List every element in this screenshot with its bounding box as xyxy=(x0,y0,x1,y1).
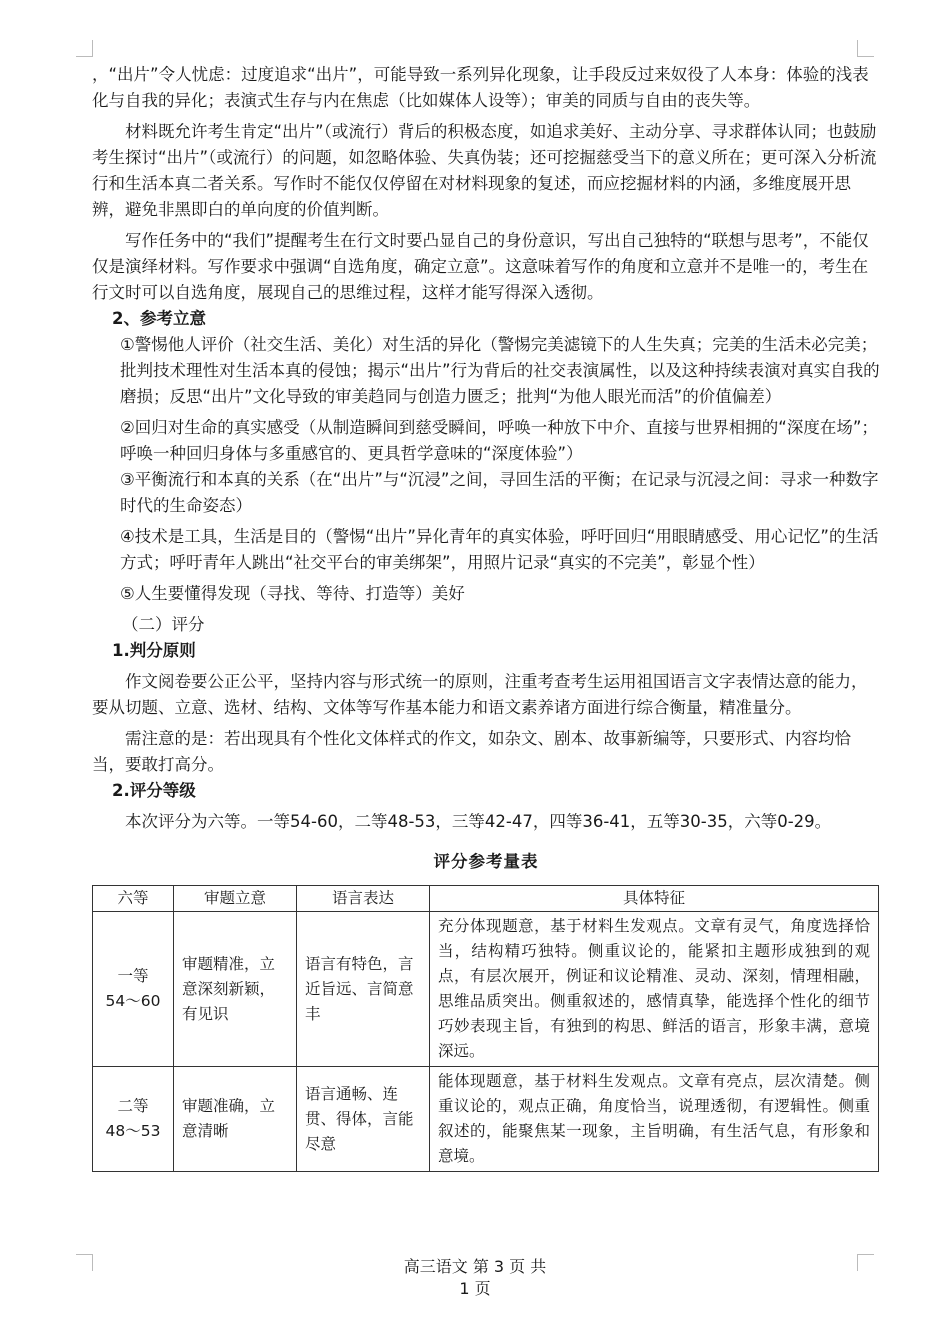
idea-point-2: ②回归对生命的真实感受（从制造瞬间到慈受瞬间，呼唤一种放下中介、直接与世界相拥的“深度在场”；呼唤一种回归身体与多重感官的、更具哲学意味的“深度体验”） xyxy=(120,418,878,463)
paragraph-grades: 本次评分为六等。一等54-60，二等48-53，三等42-47，四等36-41，五等30-35，六等0-29。 xyxy=(125,812,832,831)
paragraph-1: ，“出片”令人忧虑：过度追求“出片”，可能导致一系列异化现象，让手段反过来奴役了人本身：体验的浅表化与自我的异化；表演式生存与内在焦虑（比如媒体人设等）；审美的同质与自由的丧失等。 xyxy=(92,65,869,110)
table-title: 评分参考量表 xyxy=(433,852,539,871)
paragraph-principle: 作文阅卷要公正公平，坚持内容与形式统一的原则，注重考查考生运用祖国语言文字表情达意的能力，要从切题、立意、选材、结构、文体等写作基本能力和语文素养诸方面进行综合衡量，精准量分。 xyxy=(92,672,868,717)
cell-features: 充分体现题意，基于材料生发观点。文章有灵气，角度选择恰当，结构精巧独特。侧重议论的，能紧扣主题形成独到的观点，有层次展开，例证和议论精准、灵动、深刻，情理相融，思维品质突出。侧重叙述的，感情真挚，能选择个性化的细节巧妙表现主旨，有独到的构思、鲜活的语言，形象丰满，意境深远。 xyxy=(430,912,879,1067)
idea-point-4: ④技术是工具，生活是目的（警惕“出片”异化青年的真实体验，呼吁回归“用眼睛感受、用心记忆”的生活方式；呼吁青年人跳出“社交平台的审美绑架”，用照片记录“真实的不完美”，彰显个性） xyxy=(120,527,879,572)
paragraph-2: 材料既允许考生肯定“出片”（或流行）背后的积极态度，如追求美好、主动分享、寻求群体认同；也鼓励考生探讨“出片”（或流行）的问题，如忽略体验、失真伪装；还可挖掘慈受当下的意义所在；更可深入分析流行和生活本真二者关系。写作时不能仅仅停留在对材料现象的复述，而应挖掘材料的内涵，多维度展开思辨，避免非黑即白的单向度的价值判断。 xyxy=(92,122,877,219)
paragraph-note: 需注意的是：若出现具有个性化文体样式的作文，如杂文、剧本、故事新编等，只要形式、内容均恰当，要敢打高分。 xyxy=(92,729,851,774)
header-language: 语言表达 xyxy=(297,886,430,912)
cell-language: 语言通畅、连贯、得体，言能尽意 xyxy=(297,1067,430,1172)
level-range: 54～60 xyxy=(105,992,161,1010)
heading-grades: 2.评分等级 xyxy=(112,781,196,800)
heading-evaluation: （二）评分 xyxy=(122,615,205,634)
table-header-row xyxy=(93,886,879,912)
header-topic: 审题立意 xyxy=(174,886,297,912)
table-row xyxy=(93,912,879,1067)
header-level: 六等 xyxy=(93,886,174,912)
cell-language: 语言有特色，言近旨远、言简意丰 xyxy=(297,912,430,1067)
paragraph-3: 写作任务中的“我们”提醒考生在行文时要凸显自己的身份意识，写出自己独特的“联想与思考”，不能仅仅是演绎材料。写作要求中强调“自选角度，确定立意”。这意味着写作的角度和立意并不是唯一的，考生在行文时可以自选角度，展现自己的思维过程，这样才能写得深入透彻。 xyxy=(92,231,869,302)
cell-topic: 审题准确，立意清晰 xyxy=(174,1067,297,1172)
footer-page-total: 1 页 xyxy=(459,1279,491,1298)
idea-point-1: ①警惕他人评价（社交生活、美化）对生活的异化（警惕完美滤镜下的人生失真；完美的生活未必完美；批判技术理性对生活本真的侵蚀；揭示“出片”行为背后的社交表演属性，以及这种持续表演对真实自我的磨损；反思“出片”文化导致的审美趋同与创造力匮乏；批判“为他人眼光而活”的价值偏差） xyxy=(120,335,880,406)
page-content xyxy=(92,62,880,1172)
crop-mark-top-left xyxy=(76,40,93,57)
level-name: 一等 xyxy=(117,967,149,985)
level-name: 二等 xyxy=(117,1097,149,1115)
crop-mark-top-right xyxy=(857,40,874,57)
table-row xyxy=(93,1067,879,1172)
idea-point-5: ⑤人生要懂得发现（寻找、等待、打造等）美好 xyxy=(120,584,465,603)
heading-reference-ideas: 2、参考立意 xyxy=(112,309,206,328)
footer-page-number: 高三语文 第 3 页 共 xyxy=(403,1257,547,1276)
heading-principle: 1.判分原则 xyxy=(112,641,196,660)
cell-topic: 审题精准，立意深刻新颖，有见识 xyxy=(174,912,297,1067)
rubric-table xyxy=(92,885,879,1172)
cell-level xyxy=(93,1067,174,1172)
cell-features: 能体现题意，基于材料生发观点。文章有亮点，层次清楚。侧重议论的，观点正确，角度恰当，说理透彻，有逻辑性。侧重叙述的，能聚焦某一现象，主旨明确，有生活气息，有形象和意境。 xyxy=(430,1067,879,1172)
level-range: 48～53 xyxy=(105,1122,161,1140)
header-features: 具体特征 xyxy=(430,886,879,912)
cell-level xyxy=(93,912,174,1067)
idea-point-3: ③平衡流行和本真的关系（在“出片”与“沉浸”之间，寻回生活的平衡；在记录与沉浸之间：寻求一种数字时代的生命姿态） xyxy=(120,470,879,515)
page-footer xyxy=(0,1256,950,1300)
